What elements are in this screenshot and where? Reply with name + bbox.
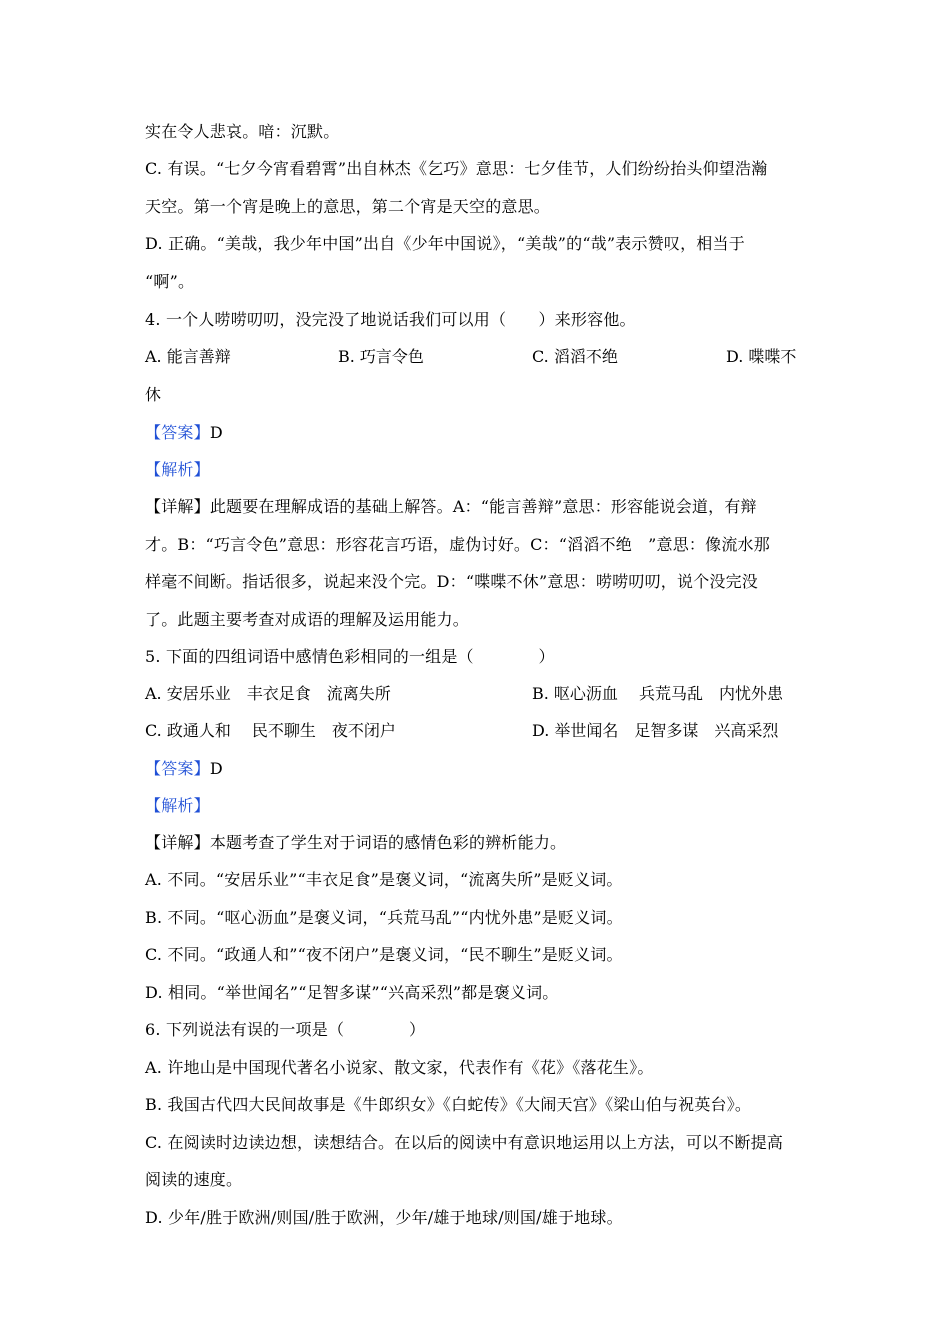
detail-text: 此题要在理解成语的基础上解答。A：“能言善辩”意思：形容能说会道，有辩 [209, 497, 757, 516]
q5-detail [145, 833, 566, 853]
question-6: 6. 下列说法有误的一项是（ ） [145, 1020, 426, 1039]
analysis-label: 【解析】 [145, 796, 210, 815]
q4-answer [145, 423, 223, 443]
detail-label: 【详解】 [145, 833, 210, 852]
text-line: D. 相同。“举世闻名”“足智多谋”“兴高采烈”都是褒义词。 [145, 983, 559, 1002]
q5-option-b: B. 呕心沥血 兵荒马乱 内忧外患 [532, 684, 784, 703]
answer-value: D [209, 423, 223, 442]
answer-label: 【答案】 [145, 423, 210, 442]
text-line: 了。此题主要考查对成语的理解及运用能力。 [145, 610, 470, 629]
q6-option-c-wrap: 阅读的速度。 [145, 1170, 243, 1189]
answer-label: 【答案】 [145, 759, 210, 778]
text-line: D. 正确。“美哉，我少年中国”出自《少年中国说》，“美哉”的“哉”表示赞叹，相当于 [145, 234, 745, 253]
q6-option-d: D. 少年/胜于欧洲/则国/胜于欧洲，少年/雄于地球/则国/雄于地球。 [145, 1208, 623, 1227]
question-5: 5. 下面的四组词语中感情色彩相同的一组是（ ） [145, 647, 555, 666]
detail-label: 【详解】 [145, 497, 210, 516]
text-line: C. 有误。“七夕今宵看碧霄”出自林杰《乞巧》意思：七夕佳节，人们纷纷抬头仰望浩瀚 [145, 159, 768, 178]
q5-option-a: A. 安居乐业 丰衣足食 流离失所 [145, 684, 391, 703]
text-line: A. 不同。“安居乐业”“丰衣足食”是褒义词，“流离失所”是贬义词。 [145, 870, 623, 889]
text-line: “啊”。 [145, 272, 195, 291]
q4-option-c: C. 滔滔不绝 [532, 347, 618, 366]
detail-text: 本题考查了学生对于词语的感情色彩的辨析能力。 [209, 833, 567, 852]
text-line: C. 不同。“政通人和”“夜不闭户”是褒义词，“民不聊生”是贬义词。 [145, 945, 623, 964]
q4-option-d: D. 喋喋不 [726, 347, 797, 366]
text-line: 实在令人悲哀。喑：沉默。 [145, 122, 340, 141]
text-line: 天空。第一个宵是晚上的意思，第二个宵是天空的意思。 [145, 197, 551, 216]
question-4: 4. 一个人唠唠叨叨，没完没了地说话我们可以用（ ）来形容他。 [145, 310, 636, 329]
q6-option-b: B. 我国古代四大民间故事是《牛郎织女》《白蛇传》《大闹天宫》《梁山伯与祝英台》。 [145, 1095, 752, 1114]
analysis-label: 【解析】 [145, 460, 210, 479]
q4-detail [145, 497, 757, 517]
text-line: 才。B：“巧言令色”意思：形容花言巧语，虚伪讨好。C：“滔滔不绝 ”意思：像流水那 [145, 535, 770, 554]
q6-option-a: A. 许地山是中国现代著名小说家、散文家，代表作有《花》《落花生》。 [145, 1058, 654, 1077]
q4-option-a: A. 能言善辩 [145, 347, 231, 366]
text-line: 样毫不间断。指话很多，说起来没个完。D：“喋喋不休”意思：唠唠叨叨，说个没完没 [145, 572, 758, 591]
answer-value: D [209, 759, 223, 778]
q5-option-c: C. 政通人和 民不聊生 夜不闭户 [145, 721, 396, 740]
q4-option-b: B. 巧言令色 [338, 347, 424, 366]
q4-option-d-wrap: 休 [145, 385, 162, 404]
q5-answer [145, 759, 223, 779]
q5-option-d: D. 举世闻名 足智多谋 兴高采烈 [532, 721, 779, 740]
q6-option-c: C. 在阅读时边读边想，读想结合。在以后的阅读中有意识地运用以上方法，可以不断提高 [145, 1133, 784, 1152]
text-line: B. 不同。“呕心沥血”是褒义词，“兵荒马乱”“内忧外患”是贬义词。 [145, 908, 623, 927]
